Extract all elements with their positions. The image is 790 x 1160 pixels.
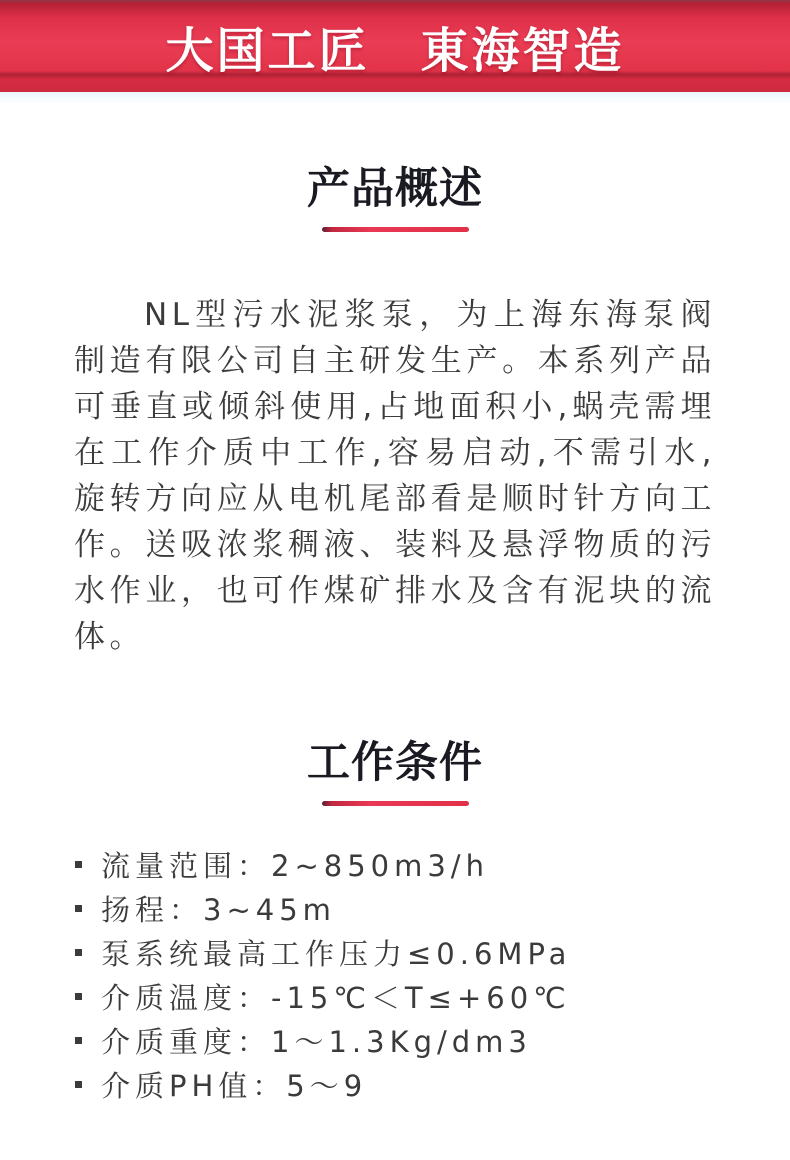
conditions-section-title: 工作条件 bbox=[307, 738, 483, 788]
spec-list-item bbox=[75, 1062, 720, 1106]
conditions-title-underline bbox=[322, 801, 469, 806]
bullet-dot-icon bbox=[75, 905, 82, 912]
banner bbox=[0, 0, 790, 92]
spec-list-item bbox=[75, 886, 720, 930]
spec-list-item bbox=[75, 1018, 720, 1062]
bullet-dot-icon bbox=[75, 1037, 82, 1044]
overview-paragraph: NL型污水泥浆泵，为上海东海泵阀制造有限公司自主研发生产。本系列产品可垂直或倾斜使用,占地面积小,蜗壳需埋在工作介质中工作,容易启动,不需引水,旋转方向应从电机尾部看是顺时针方向工作。送吸浓浆稠液、装料及悬浮物质的污水作业，也可作煤矿排水及含有泥块的流体。 bbox=[74, 297, 716, 655]
spec-item-text: 介质温度：-15℃＜T≤+60℃ bbox=[101, 980, 571, 1015]
spec-item-text: 介质PH值：5～9 bbox=[101, 1068, 368, 1103]
spec-item-text: 扬程：3~45m bbox=[101, 892, 336, 927]
spec-list-item bbox=[75, 842, 720, 886]
section-product-overview bbox=[0, 162, 790, 660]
overview-section-title: 产品概述 bbox=[307, 164, 483, 214]
section-working-conditions bbox=[0, 736, 790, 1106]
spec-list-item bbox=[75, 930, 720, 974]
spec-item-text: 介质重度：1～1.3Kg/dm3 bbox=[101, 1024, 532, 1059]
banner-title: 大国工匠 東海智造 bbox=[165, 22, 625, 79]
spec-item-text: 泵系统最高工作压力≤0.6MPa bbox=[101, 936, 572, 971]
bullet-dot-icon bbox=[75, 993, 82, 1000]
overview-title-underline bbox=[322, 227, 469, 232]
spec-list bbox=[70, 842, 720, 1106]
bullet-dot-icon bbox=[75, 1081, 82, 1088]
spec-list-item bbox=[75, 974, 720, 1018]
banner-bottom-tint bbox=[0, 92, 790, 104]
bullet-dot-icon bbox=[75, 861, 82, 868]
spec-item-text: 流量范围：2~850m3/h bbox=[101, 848, 489, 883]
bullet-dot-icon bbox=[75, 949, 82, 956]
